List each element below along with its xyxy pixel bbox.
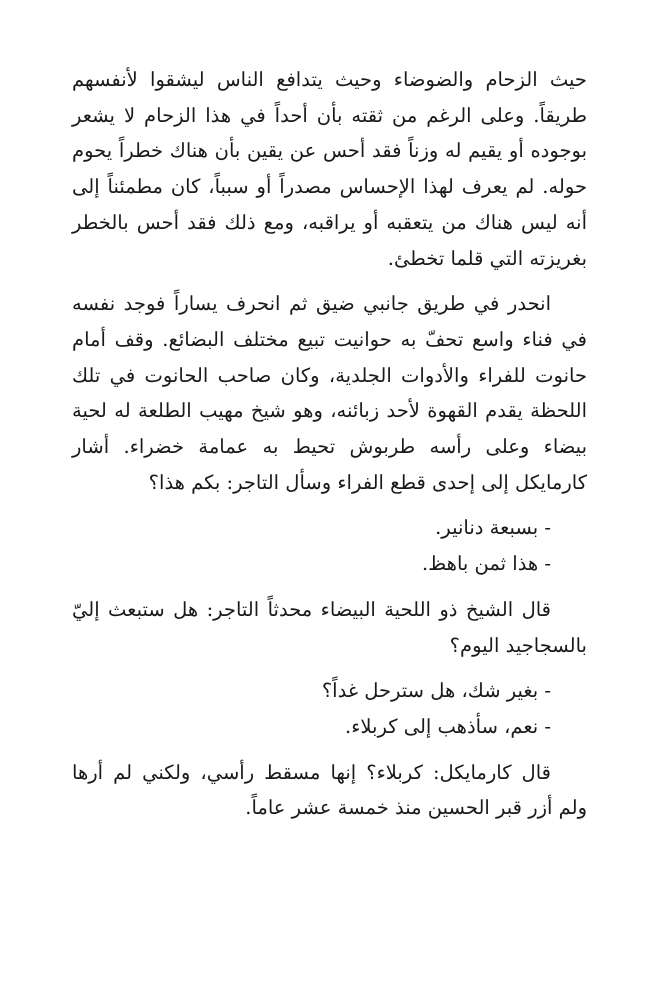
book-page	[72, 62, 587, 826]
paragraph-old-man: قال الشيخ ذو اللحية البيضاء محدثاً التاجر: هل ستبعث إليّ بالسجاجيد اليوم؟	[72, 597, 587, 657]
paragraph-carmichael: قال كارمايكل: كربلاء؟ إنها مسقط رأسي، ولكني لم أرها ولم أزر قبر الحسين منذ خمسة عشر عاماً.	[72, 760, 587, 820]
dialogue-line-karbala: - نعم، سأذهب إلى كربلاء.	[345, 714, 551, 738]
paragraph-fur-shop: انحدر في طريق جانبي ضيق ثم انحرف يساراً فوجد نفسه في فناء واسع تحفّ به حوانيت تبيع مختلف البضائع. وقف أمام حانوت للفراء والأدوات الجلدية، وكان صاحب الحانوت في تلك اللحظة يقدم القهوة لأحد زبائنه، وهو شيخ مهيب الطلعة له لحية بيضاء وعلى رأسه طربوش تحيط به عمامة خضراء. أشار كارمايكل إلى إحدى قطع الفراء وسأل التاجر: بكم هذا؟	[72, 292, 587, 494]
dialogue-line-leaving: - بغير شك، هل سترحل غداً؟	[321, 679, 551, 703]
dialogue-line-expensive: - هذا ثمن باهظ.	[421, 552, 551, 576]
paragraph-crowd-danger: حيث الزحام والضوضاء وحيث يتدافع الناس ليشقوا لأنفسهم طريقاً. وعلى الرغم من ثقته بأن أحداً في هذا الزحام لا يشعر بوجوده أو يقيم له وزناً فقد أحس عن يقين بأن هناك خطراً يحوم حوله. لم يعرف لهذا الإحساس مصدراً أو سبباً، كان مطمئناً إلى أنه ليس هناك من يتعقبه أو يراقبه، ومع ذلك فقد أحس بالخطر بغريزته التي قلما تخطئ.	[72, 68, 587, 270]
dialogue-line-price: - بسبعة دنانير.	[435, 516, 551, 540]
